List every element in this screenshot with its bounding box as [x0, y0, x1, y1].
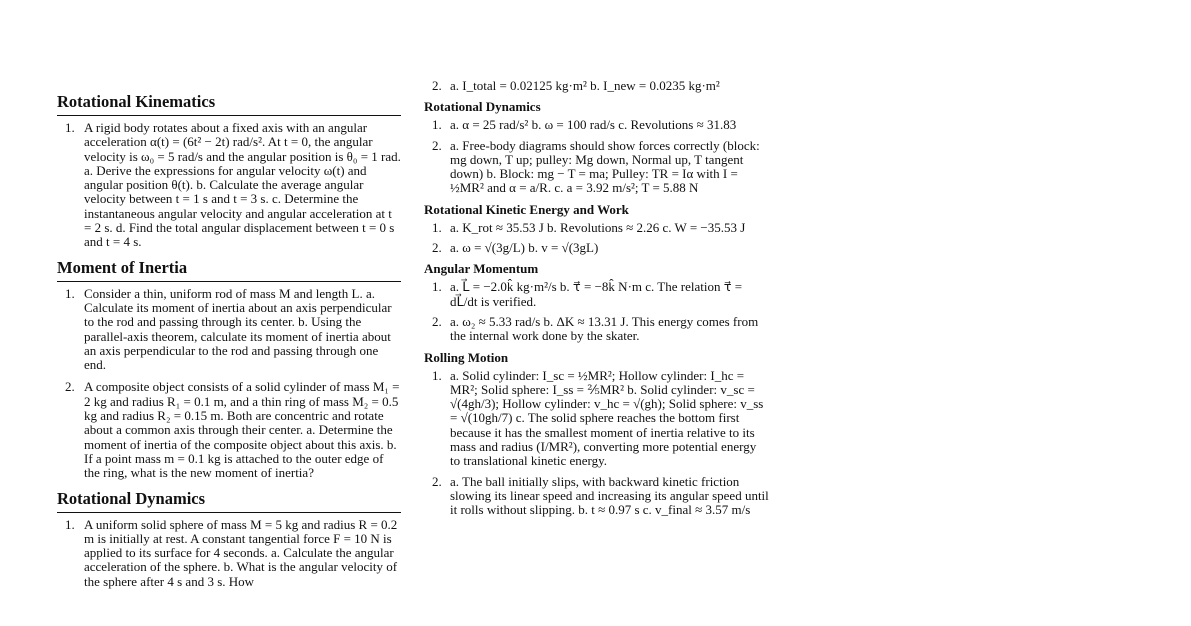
subsection-title: Rotational Kinetic Energy and Work: [424, 201, 629, 217]
list-item: [57, 380, 401, 480]
item-text: A rigid body rotates about a fixed axis with an angular acceleration α(t) = (6t² − 2t) rad/s². At t = 0, the angular velocity is ω₀ = 5 rad/s and the angular position is θ₀ = 1 rad. a. Derive the expressions for angular velocity ω(t) and angular position θ(t). b. Calculate the average angular velocity between t = 1 s and t = 3 s. c. Determine the instantaneous angular velocity and angular acceleration at t = 2 s. d. Find the total angular displacement between t = 0 s and t = 4 s.: [84, 120, 401, 250]
item-number: 1.: [65, 120, 75, 135]
item-number: 2.: [65, 379, 75, 395]
list-item: [424, 118, 769, 132]
item-text: A uniform solid sphere of mass M = 5 kg and radius R = 0.2 m is initially at rest. A constant tangential force F = 10 N is applied to its surface for 4 seconds. a. Calculate the angular acceleration of the sphere. b. What is the angular velocity of the sphere after 4 s and 3 s. How: [84, 516, 398, 589]
item-number: 2.: [432, 473, 442, 489]
answer-list: [424, 118, 769, 195]
item-text: a. ω = √(3g/L) b. v = √(3gL): [450, 240, 599, 256]
list-item: [424, 139, 769, 196]
left-column: [57, 92, 401, 597]
problem-list: [57, 287, 401, 481]
problem-list: [57, 121, 401, 250]
answer-list: [424, 369, 769, 518]
item-text: a. The ball initially slips, with backward kinetic friction slowing its linear speed and increasing its angular speed until it rolls without slipping. b. t ≈ 0.97 s c. v_final ≈ 3.57 m/s: [450, 473, 769, 518]
list-item: [424, 280, 769, 309]
list-item: [57, 518, 401, 589]
item-number: 2.: [432, 78, 442, 93]
item-number: 2.: [432, 137, 442, 153]
section-title: Rotational Dynamics: [57, 489, 401, 513]
list-item: [424, 369, 769, 469]
list-item: [424, 221, 769, 235]
subsection-title: Rotational Dynamics: [424, 99, 541, 115]
problem-list: [57, 518, 401, 589]
item-text: a. α = 25 rad/s² b. ω = 100 rad/s c. Revolutions ≈ 31.83: [450, 117, 737, 133]
item-text: a. Solid cylinder: I_sc = ½MR²; Hollow cylinder: I_hc = MR²; Solid sphere: I_ss = ⅖MR² b. Solid cylinder: v_sc = √(4gh/3); Hollow cylinder: v_hc = √(gh); Solid sphere: v_ss = √(10gh/7) c. The solid sphere reaches the bottom first because it has the smallest moment of inertia relative to its mass and radius (I/MR²), converting more potential energy to translational kinetic energy.: [450, 367, 764, 469]
item-text: a. K_rot ≈ 35.53 J b. Revolutions ≈ 2.26 c. W = −35.53 J: [450, 219, 746, 235]
answer-list: [424, 79, 769, 93]
list-item: [424, 475, 769, 518]
subsection-title: Rolling Motion: [424, 349, 509, 365]
item-text: Consider a thin, uniform rod of mass M and length L. a. Calculate its moment of inertia about an axis perpendicular to the rod and passing through its center. b. Using the parallel-axis theorem, calculate its moment of inertia about an axis perpendicular to the rod and passing through one end.: [84, 285, 392, 373]
subsection-title: Angular Momentum: [424, 261, 539, 277]
list-item: [424, 79, 769, 93]
item-number: 2.: [432, 313, 442, 329]
item-text: a. I_total = 0.02125 kg·m² b. I_new = 0.0235 kg·m²: [450, 78, 720, 93]
section-rotational-kinematics: [57, 92, 401, 250]
list-item: [57, 121, 401, 250]
list-item: [424, 315, 769, 344]
list-item: [57, 287, 401, 373]
item-number: 1.: [65, 516, 75, 532]
section-rotational-dynamics: [57, 489, 401, 589]
section-title: Moment of Inertia: [57, 258, 401, 282]
section-title: Rotational Kinematics: [57, 92, 401, 116]
item-text: a. Free-body diagrams should show forces correctly (block: mg down, T up; pulley: Mg down, Normal up, T tangent down) b. Block: mg − T = ma; Pulley: TR = Iα with I = ½MR² and α = a/R. c. a = 3.92 m/s²; T = 5.88 N: [450, 137, 760, 196]
answer-list: [424, 221, 769, 256]
item-number: 2.: [432, 240, 442, 256]
item-text: a. L⃗ = −2.0k̂ kg·m²/s b. τ⃗ = −8k̂ N·m c. The relation τ⃗ = dL⃗/dt is verified.: [450, 279, 743, 309]
item-number: 1.: [432, 219, 442, 235]
section-moment-of-inertia: [57, 258, 401, 481]
item-number: 1.: [432, 117, 442, 133]
item-number: 1.: [432, 279, 442, 295]
item-text: A composite object consists of a solid cylinder of mass M₁ = 2 kg and radius R₁ = 0.1 m, and a thin ring of mass M₂ = 0.5 kg and radius R₂ = 0.15 m. Both are concentric and rotate about a common axis through their center. a. Determine the moment of inertia of the composite object about this axis. b. If a point mass m = 0.1 kg is attached to the outer edge of the ring, what is the new moment of inertia?: [84, 379, 400, 481]
answer-list: [424, 280, 769, 343]
list-item: [424, 241, 769, 255]
item-text: a. ω₂ ≈ 5.33 rad/s b. ΔK ≈ 13.31 J. This energy comes from the internal work done by the skater.: [450, 313, 759, 344]
item-number: 1.: [65, 285, 75, 301]
right-column: [424, 79, 769, 524]
item-number: 1.: [432, 367, 442, 383]
